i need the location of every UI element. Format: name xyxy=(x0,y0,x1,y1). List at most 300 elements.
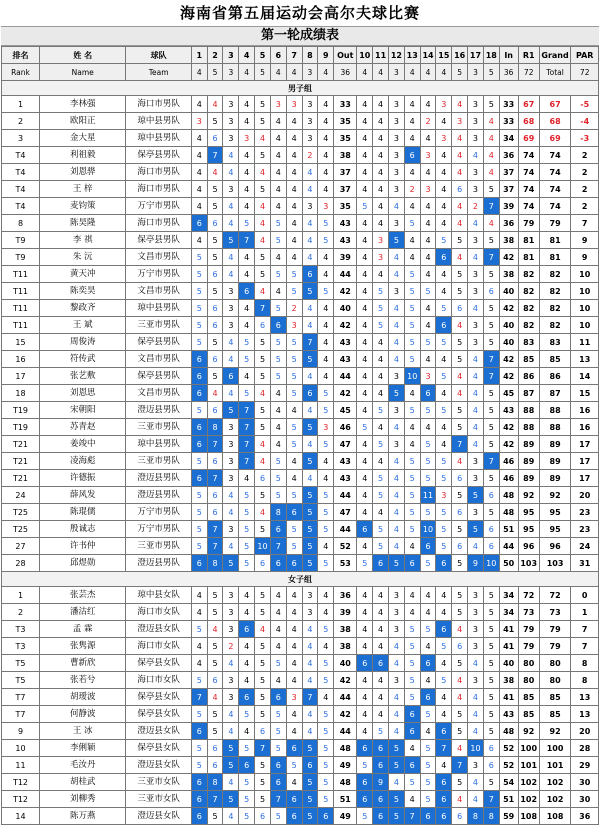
player-row xyxy=(2,453,599,470)
hole-score-cell: 6 xyxy=(270,521,286,538)
hole-score-cell: 3 xyxy=(468,453,484,470)
hole-score-cell: 6 xyxy=(452,538,468,555)
round1-cell: 82 xyxy=(518,283,539,300)
hole-score-cell: 5 xyxy=(255,774,271,791)
hole-score-cell: 5 xyxy=(255,638,271,655)
hole-score-cell: 6 xyxy=(452,470,468,487)
hole-score-cell: 5 xyxy=(436,232,452,249)
grand-total-cell: 82 xyxy=(539,300,571,317)
hole-score-cell: 4 xyxy=(286,723,302,740)
header-cell: 36 xyxy=(499,64,518,81)
hole-score-cell: 6 xyxy=(373,808,389,825)
hole-score-cell: 3 xyxy=(223,283,239,300)
team-cell: 三亚市男队 xyxy=(126,317,191,334)
out-total-cell: 37 xyxy=(334,164,357,181)
in-total-cell: 54 xyxy=(499,774,518,791)
header-cell: 13 xyxy=(404,47,420,64)
hole-score-cell: 2 xyxy=(302,147,318,164)
round1-cell: 96 xyxy=(518,538,539,555)
hole-score-cell: 4 xyxy=(436,689,452,706)
in-total-cell: 59 xyxy=(499,808,518,825)
hole-score-cell: 3 xyxy=(302,587,318,604)
par-diff-cell: -4 xyxy=(571,113,599,130)
hole-score-cell: 6 xyxy=(255,470,271,487)
hole-score-cell: 4 xyxy=(388,504,404,521)
hole-score-cell: 4 xyxy=(239,723,255,740)
header-cell: Rank xyxy=(2,64,40,81)
hole-score-cell: 6 xyxy=(404,757,420,774)
team-cell: 保亭县男队 xyxy=(126,147,191,164)
hole-score-cell: 4 xyxy=(373,706,389,723)
hole-score-cell: 4 xyxy=(239,672,255,689)
hole-score-cell: 6 xyxy=(483,521,499,538)
out-total-cell: 40 xyxy=(334,300,357,317)
hole-score-cell: 4 xyxy=(302,655,318,672)
hole-score-cell: 4 xyxy=(286,621,302,638)
hole-score-cell: 8 xyxy=(483,808,499,825)
hole-score-cell: 5 xyxy=(207,808,223,825)
hole-score-cell: 7 xyxy=(207,436,223,453)
hole-score-cell: 5 xyxy=(286,419,302,436)
hole-score-cell: 5 xyxy=(483,706,499,723)
hole-score-cell: 4 xyxy=(270,113,286,130)
header-cell: 3 xyxy=(302,64,318,81)
in-total-cell: 40 xyxy=(499,655,518,672)
hole-score-cell: 4 xyxy=(357,96,373,113)
hole-score-cell: 4 xyxy=(373,504,389,521)
in-total-cell: 46 xyxy=(499,453,518,470)
hole-score-cell: 4 xyxy=(286,198,302,215)
hole-score-cell: 5 xyxy=(404,453,420,470)
hole-score-cell: 4 xyxy=(483,215,499,232)
hole-score-cell: 4 xyxy=(286,147,302,164)
grand-total-cell: 72 xyxy=(539,587,571,604)
hole-score-cell: 3 xyxy=(223,96,239,113)
team-cell: 澄迈县女队 xyxy=(126,723,191,740)
hole-score-cell: 6 xyxy=(452,504,468,521)
hole-score-cell: 4 xyxy=(318,538,334,555)
hole-score-cell: 4 xyxy=(318,96,334,113)
hole-score-cell: 5 xyxy=(239,740,255,757)
hole-score-cell: 3 xyxy=(223,181,239,198)
hole-score-cell: 5 xyxy=(436,638,452,655)
par-diff-cell: 16 xyxy=(571,402,599,419)
hole-score-cell: 7 xyxy=(207,791,223,808)
hole-score-cell: 4 xyxy=(373,266,389,283)
in-total-cell: 48 xyxy=(499,504,518,521)
hole-score-cell: 4 xyxy=(357,334,373,351)
hole-score-cell: 5 xyxy=(207,587,223,604)
section-label: 男子组 xyxy=(2,81,599,96)
hole-score-cell: 4 xyxy=(270,621,286,638)
rank-cell: T12 xyxy=(2,774,40,791)
hole-score-cell: 4 xyxy=(318,300,334,317)
player-row xyxy=(2,198,599,215)
hole-score-cell: 4 xyxy=(404,96,420,113)
out-total-cell: 44 xyxy=(334,521,357,538)
hole-score-cell: 4 xyxy=(436,757,452,774)
hole-score-cell: 4 xyxy=(318,470,334,487)
hole-score-cell: 4 xyxy=(302,164,318,181)
hole-score-cell: 4 xyxy=(436,181,452,198)
hole-score-cell: 6 xyxy=(436,774,452,791)
hole-score-cell: 4 xyxy=(357,113,373,130)
hole-score-cell: 4 xyxy=(239,113,255,130)
hole-score-cell: 4 xyxy=(357,538,373,555)
hole-score-cell: 3 xyxy=(388,672,404,689)
team-cell: 海口市男队 xyxy=(126,215,191,232)
hole-score-cell: 4 xyxy=(373,96,389,113)
hole-score-cell: 5 xyxy=(255,113,271,130)
rank-cell: T9 xyxy=(2,232,40,249)
hole-score-cell: 5 xyxy=(420,283,436,300)
hole-score-cell: 5 xyxy=(270,215,286,232)
hole-score-cell: 5 xyxy=(483,385,499,402)
hole-score-cell: 5 xyxy=(373,317,389,334)
hole-score-cell: 5 xyxy=(404,521,420,538)
round1-cell: 89 xyxy=(518,470,539,487)
hole-score-cell: 4 xyxy=(302,300,318,317)
grand-total-cell: 89 xyxy=(539,436,571,453)
hole-score-cell: 6 xyxy=(357,791,373,808)
hole-score-cell: 6 xyxy=(286,808,302,825)
hole-score-cell: 4 xyxy=(388,521,404,538)
in-total-cell: 42 xyxy=(499,436,518,453)
section-label: 女子组 xyxy=(2,572,599,587)
hole-score-cell: 7 xyxy=(302,334,318,351)
player-row xyxy=(2,164,599,181)
name-cell: 利祖毅 xyxy=(39,147,125,164)
team-cell: 三亚市男队 xyxy=(126,538,191,555)
hole-score-cell: 4 xyxy=(223,808,239,825)
hole-score-cell: 6 xyxy=(207,351,223,368)
hole-score-cell: 4 xyxy=(286,249,302,266)
grand-total-cell: 81 xyxy=(539,232,571,249)
hole-score-cell: 6 xyxy=(207,266,223,283)
round1-cell: 79 xyxy=(518,638,539,655)
out-total-cell: 43 xyxy=(334,215,357,232)
par-diff-cell: 7 xyxy=(571,638,599,655)
out-total-cell: 42 xyxy=(334,706,357,723)
hole-score-cell: 8 xyxy=(207,419,223,436)
hole-score-cell: 4 xyxy=(207,689,223,706)
page-subtitle: 第一轮成绩表 xyxy=(1,26,599,46)
hole-score-cell: 5 xyxy=(436,402,452,419)
player-row xyxy=(2,215,599,232)
round1-cell: 81 xyxy=(518,249,539,266)
hole-score-cell: 5 xyxy=(286,385,302,402)
grand-total-cell: 95 xyxy=(539,504,571,521)
in-total-cell: 42 xyxy=(499,419,518,436)
out-total-cell: 38 xyxy=(334,147,357,164)
hole-score-cell: 5 xyxy=(318,436,334,453)
hole-score-cell: 4 xyxy=(270,164,286,181)
hole-score-cell: 4 xyxy=(404,130,420,147)
hole-score-cell: 4 xyxy=(255,283,271,300)
hole-score-cell: 4 xyxy=(357,487,373,504)
hole-score-cell: 6 xyxy=(207,740,223,757)
hole-score-cell: 4 xyxy=(302,621,318,638)
hole-score-cell: 4 xyxy=(373,689,389,706)
header-cell: 4 xyxy=(436,64,452,81)
hole-score-cell: 4 xyxy=(286,215,302,232)
hole-score-cell: 4 xyxy=(357,249,373,266)
hole-score-cell: 4 xyxy=(436,283,452,300)
hole-score-cell: 5 xyxy=(255,402,271,419)
hole-score-cell: 7 xyxy=(239,419,255,436)
par-diff-cell: 28 xyxy=(571,740,599,757)
hole-score-cell: 4 xyxy=(239,587,255,604)
name-cell: 刘恩骅 xyxy=(39,164,125,181)
hole-score-cell: 4 xyxy=(191,130,207,147)
hole-score-cell: 4 xyxy=(404,587,420,604)
hole-score-cell: 5 xyxy=(468,487,484,504)
hole-score-cell: 5 xyxy=(302,521,318,538)
hole-score-cell: 4 xyxy=(357,436,373,453)
hole-score-cell: 5 xyxy=(239,706,255,723)
hole-score-cell: 6 xyxy=(452,300,468,317)
grand-total-cell: 87 xyxy=(539,385,571,402)
hole-score-cell: 5 xyxy=(207,604,223,621)
hole-score-cell: 5 xyxy=(483,774,499,791)
out-total-cell: 47 xyxy=(334,504,357,521)
hole-score-cell: 5 xyxy=(404,504,420,521)
team-cell: 万宁市男队 xyxy=(126,504,191,521)
round1-cell: 89 xyxy=(518,436,539,453)
rank-cell: T25 xyxy=(2,504,40,521)
hole-score-cell: 4 xyxy=(286,453,302,470)
hole-score-cell: 4 xyxy=(483,147,499,164)
hole-score-cell: 3 xyxy=(388,436,404,453)
hole-score-cell: 6 xyxy=(483,740,499,757)
hole-score-cell: 5 xyxy=(483,655,499,672)
hole-score-cell: 4 xyxy=(357,181,373,198)
hole-score-cell: 5 xyxy=(302,504,318,521)
hole-score-cell: 5 xyxy=(255,587,271,604)
hole-score-cell: 5 xyxy=(223,555,239,572)
name-cell: 欧阳正 xyxy=(39,113,125,130)
grand-total-cell: 88 xyxy=(539,402,571,419)
hole-score-cell: 6 xyxy=(191,555,207,572)
round1-cell: 74 xyxy=(518,164,539,181)
par-diff-cell: 1 xyxy=(571,604,599,621)
hole-score-cell: 5 xyxy=(318,487,334,504)
hole-score-cell: 5 xyxy=(404,351,420,368)
player-row xyxy=(2,351,599,368)
hole-score-cell: 4 xyxy=(239,300,255,317)
hole-score-cell: 7 xyxy=(270,791,286,808)
par-diff-cell: 20 xyxy=(571,487,599,504)
par-diff-cell: 13 xyxy=(571,706,599,723)
men-section-header xyxy=(2,81,599,96)
hole-score-cell: 4 xyxy=(239,368,255,385)
player-row xyxy=(2,672,599,689)
hole-score-cell: 4 xyxy=(436,351,452,368)
hole-score-cell: 4 xyxy=(270,604,286,621)
team-cell: 保亭县男队 xyxy=(126,334,191,351)
hole-score-cell: 7 xyxy=(270,538,286,555)
name-cell: 符传武 xyxy=(39,351,125,368)
hole-score-cell: 5 xyxy=(270,655,286,672)
round1-cell: 81 xyxy=(518,232,539,249)
rank-cell: 15 xyxy=(2,334,40,351)
hole-score-cell: 4 xyxy=(223,538,239,555)
hole-score-cell: 4 xyxy=(357,723,373,740)
hole-score-cell: 5 xyxy=(404,470,420,487)
hole-score-cell: 4 xyxy=(420,300,436,317)
hole-score-cell: 5 xyxy=(483,689,499,706)
hole-score-cell: 5 xyxy=(452,283,468,300)
in-total-cell: 34 xyxy=(499,130,518,147)
round1-cell: 74 xyxy=(518,181,539,198)
hole-score-cell: 5 xyxy=(483,436,499,453)
hole-score-cell: 4 xyxy=(318,164,334,181)
round1-cell: 80 xyxy=(518,672,539,689)
grand-total-cell: 85 xyxy=(539,706,571,723)
hole-score-cell: 3 xyxy=(468,283,484,300)
header-cell: 17 xyxy=(468,47,484,64)
hole-score-cell: 4 xyxy=(302,249,318,266)
player-row xyxy=(2,436,599,453)
hole-score-cell: 5 xyxy=(318,672,334,689)
in-total-cell: 44 xyxy=(499,538,518,555)
hole-score-cell: 5 xyxy=(452,604,468,621)
hole-score-cell: 4 xyxy=(223,487,239,504)
hole-score-cell: 5 xyxy=(286,757,302,774)
header-cell: Out xyxy=(334,47,357,64)
par-diff-cell: 10 xyxy=(571,300,599,317)
rank-cell: 27 xyxy=(2,538,40,555)
round1-cell: 85 xyxy=(518,351,539,368)
hole-score-cell: 4 xyxy=(239,604,255,621)
hole-score-cell: 7 xyxy=(483,453,499,470)
hole-score-cell: 4 xyxy=(404,113,420,130)
name-cell: 许书仲 xyxy=(39,538,125,555)
par-diff-cell: 17 xyxy=(571,470,599,487)
rank-cell: T4 xyxy=(2,164,40,181)
header-cell: 6 xyxy=(270,47,286,64)
hole-score-cell: 4 xyxy=(286,130,302,147)
hole-score-cell: 5 xyxy=(404,774,420,791)
grand-total-cell: 92 xyxy=(539,487,571,504)
hole-score-cell: 5 xyxy=(483,638,499,655)
hole-score-cell: 6 xyxy=(270,757,286,774)
hole-score-cell: 4 xyxy=(357,300,373,317)
player-row xyxy=(2,740,599,757)
hole-score-cell: 6 xyxy=(286,740,302,757)
hole-score-cell: 5 xyxy=(255,689,271,706)
hole-score-cell: 4 xyxy=(191,604,207,621)
hole-score-cell: 2 xyxy=(468,198,484,215)
hole-score-cell: 4 xyxy=(270,147,286,164)
hole-score-cell: 4 xyxy=(373,672,389,689)
hole-score-cell: 4 xyxy=(286,232,302,249)
grand-total-cell: 85 xyxy=(539,351,571,368)
hole-score-cell: 5 xyxy=(318,283,334,300)
hole-score-cell: 3 xyxy=(223,689,239,706)
hole-score-cell: 6 xyxy=(191,470,207,487)
hole-score-cell: 5 xyxy=(452,402,468,419)
hole-score-cell: 3 xyxy=(302,113,318,130)
rank-cell: T21 xyxy=(2,436,40,453)
hole-score-cell: 3 xyxy=(436,130,452,147)
hole-score-cell: 5 xyxy=(318,706,334,723)
hole-score-cell: 5 xyxy=(207,723,223,740)
par-diff-cell: 36 xyxy=(571,808,599,825)
grand-total-cell: 102 xyxy=(539,791,571,808)
out-total-cell: 44 xyxy=(334,487,357,504)
hole-score-cell: 4 xyxy=(302,317,318,334)
team-cell: 海口市男队 xyxy=(126,181,191,198)
par-diff-cell: 29 xyxy=(571,757,599,774)
hole-score-cell: 4 xyxy=(302,470,318,487)
name-cell: 潘沽红 xyxy=(39,604,125,621)
hole-score-cell: 5 xyxy=(239,538,255,555)
out-total-cell: 33 xyxy=(334,96,357,113)
header-cell: 2 xyxy=(207,47,223,64)
hole-score-cell: 5 xyxy=(452,723,468,740)
in-total-cell: 41 xyxy=(499,689,518,706)
team-cell: 琼中县男队 xyxy=(126,113,191,130)
name-cell: 张芸杰 xyxy=(39,587,125,604)
hole-score-cell: 4 xyxy=(452,130,468,147)
hole-score-cell: 5 xyxy=(318,791,334,808)
hole-score-cell: 5 xyxy=(302,808,318,825)
hole-score-cell: 5 xyxy=(483,317,499,334)
hole-score-cell: 5 xyxy=(239,791,255,808)
hole-score-cell: 7 xyxy=(483,249,499,266)
grand-total-cell: 86 xyxy=(539,368,571,385)
hole-score-cell: 4 xyxy=(223,266,239,283)
hole-score-cell: 4 xyxy=(388,334,404,351)
hole-score-cell: 6 xyxy=(436,317,452,334)
hole-score-cell: 3 xyxy=(388,96,404,113)
hole-score-cell: 6 xyxy=(207,453,223,470)
hole-score-cell: 3 xyxy=(302,96,318,113)
hole-score-cell: 4 xyxy=(373,147,389,164)
hole-score-cell: 4 xyxy=(357,368,373,385)
hole-score-cell: 3 xyxy=(388,215,404,232)
par-diff-cell: 8 xyxy=(571,655,599,672)
par-diff-cell: -5 xyxy=(571,96,599,113)
header-cell: 4 xyxy=(404,64,420,81)
hole-score-cell: 4 xyxy=(468,402,484,419)
rank-cell: 8 xyxy=(2,215,40,232)
grand-total-cell: 69 xyxy=(539,130,571,147)
header-cell: 4 xyxy=(239,47,255,64)
name-cell: 姜竣中 xyxy=(39,436,125,453)
hole-score-cell: 3 xyxy=(468,334,484,351)
hole-score-cell: 4 xyxy=(452,215,468,232)
header-cell: 10 xyxy=(357,47,373,64)
grand-total-cell: 100 xyxy=(539,740,571,757)
hole-score-cell: 4 xyxy=(223,723,239,740)
name-cell: 黄天冲 xyxy=(39,266,125,283)
team-cell: 文昌市男队 xyxy=(126,351,191,368)
hole-score-cell: 6 xyxy=(483,283,499,300)
team-cell: 保亭县女队 xyxy=(126,706,191,723)
in-total-cell: 51 xyxy=(499,521,518,538)
grand-total-cell: 74 xyxy=(539,198,571,215)
hole-score-cell: 6 xyxy=(302,266,318,283)
hole-score-cell: 5 xyxy=(239,521,255,538)
header-cell: In xyxy=(499,47,518,64)
hole-score-cell: 3 xyxy=(388,604,404,621)
hole-score-cell: 5 xyxy=(191,266,207,283)
par-diff-cell: 2 xyxy=(571,181,599,198)
round1-cell: 102 xyxy=(518,791,539,808)
hole-score-cell: 3 xyxy=(388,368,404,385)
